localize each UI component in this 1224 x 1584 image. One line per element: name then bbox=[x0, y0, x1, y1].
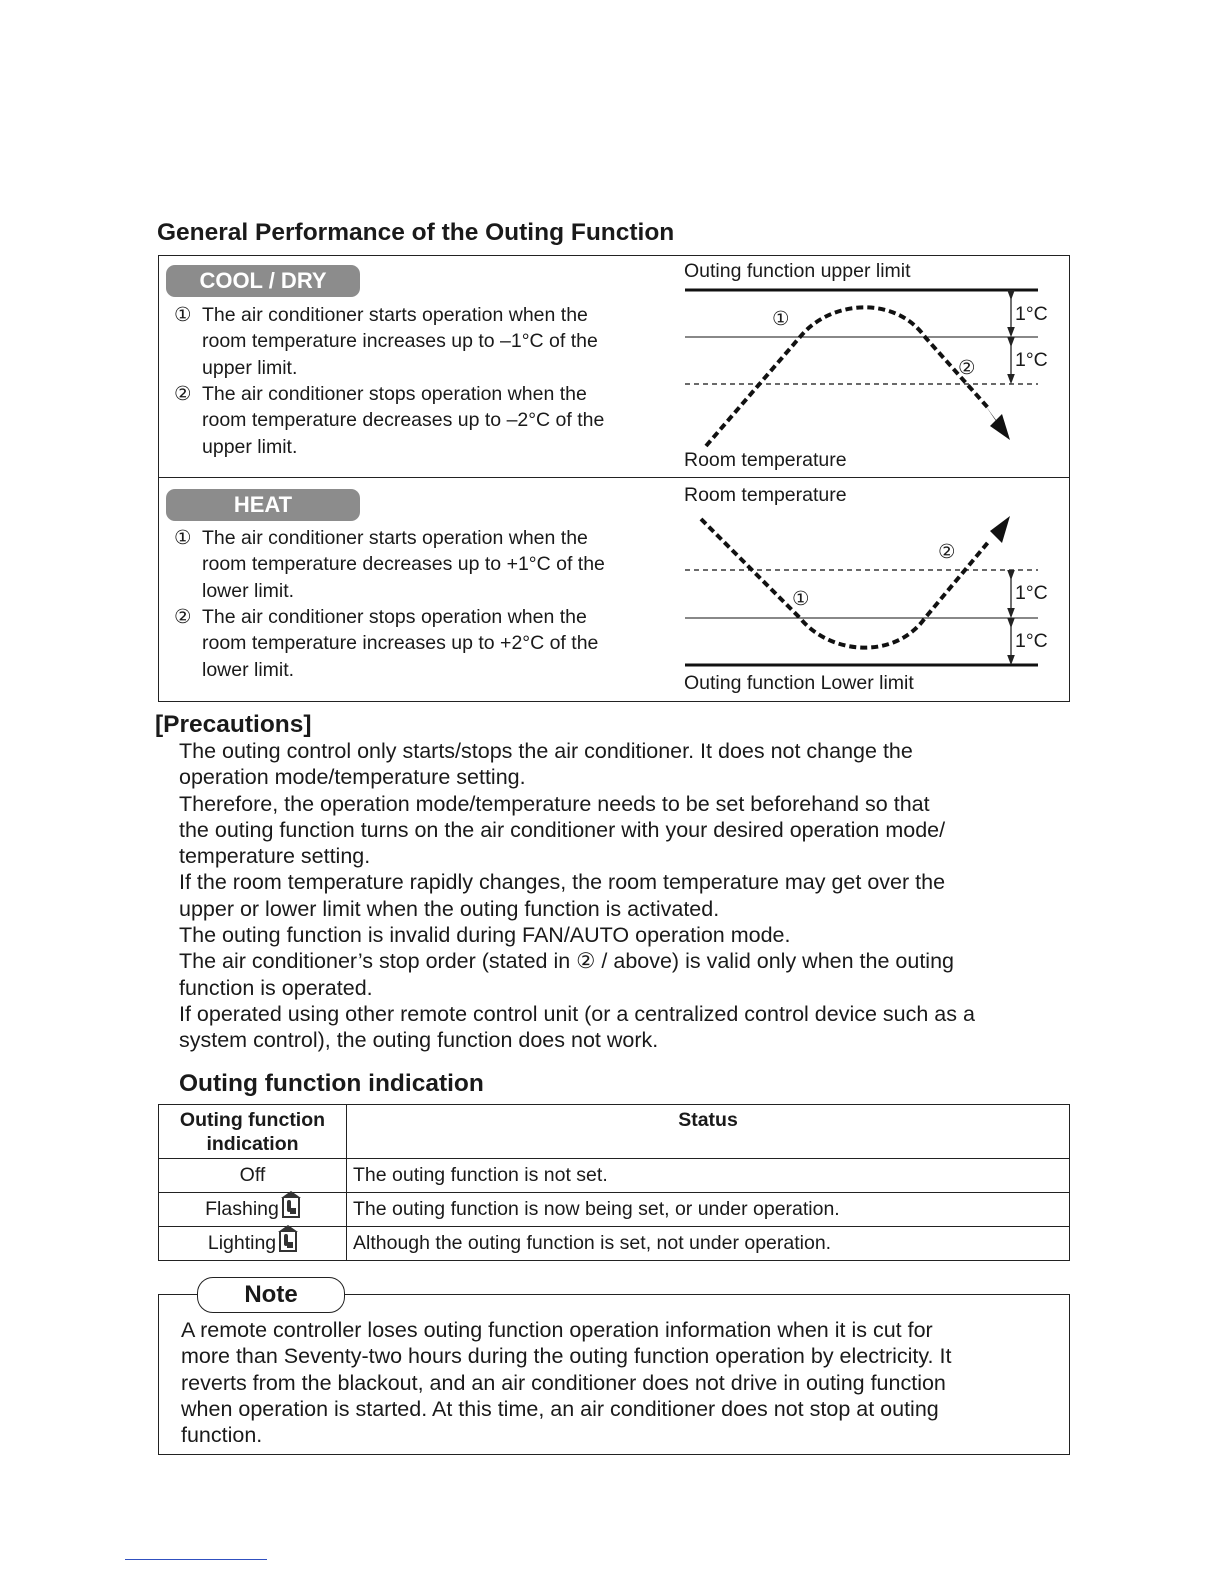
text-line: when operation is started. At this time, an air conditioner does not stop at outing bbox=[181, 1396, 939, 1421]
indication-value: Off bbox=[239, 1164, 266, 1186]
indication-cell bbox=[159, 1159, 347, 1193]
step-label: 1°C bbox=[1015, 303, 1048, 325]
text-line: function. bbox=[181, 1423, 263, 1448]
cool-diagram bbox=[685, 290, 1038, 446]
heat-diagram bbox=[685, 516, 1038, 665]
marker-1: ① bbox=[792, 588, 810, 610]
text-line: lower limit. bbox=[202, 658, 295, 681]
text-line: upper limit. bbox=[202, 356, 298, 379]
heat-badge: HEAT bbox=[166, 489, 360, 521]
status-cell: The outing function is not set. bbox=[347, 1159, 1070, 1193]
table-row bbox=[159, 1227, 1070, 1261]
cool-dry-badge: COOL / DRY bbox=[166, 265, 360, 297]
marker-2: ② bbox=[938, 541, 956, 563]
text-line: The air conditioner stops operation when the bbox=[202, 606, 587, 628]
item-number: ② bbox=[174, 383, 192, 405]
text-line: upper limit. bbox=[202, 435, 298, 458]
footer-rule bbox=[125, 1559, 267, 1560]
room-temp-label: Room temperature bbox=[684, 449, 847, 471]
precautions-heading: [Precautions] bbox=[155, 711, 312, 738]
upper-limit-label: Outing function upper limit bbox=[684, 260, 911, 282]
text-line: lower limit. bbox=[202, 579, 295, 602]
room-temp-curve bbox=[706, 307, 990, 446]
text-line: The air conditioner stops operation when the bbox=[202, 383, 587, 405]
indication-table bbox=[158, 1104, 1070, 1261]
text-line: temperature setting. bbox=[179, 844, 371, 869]
outing-house-icon bbox=[282, 1198, 300, 1218]
text-line: Therefore, the operation mode/temperature needs to be set beforehand so that bbox=[179, 791, 930, 816]
note-text bbox=[181, 1317, 951, 1448]
text-line: The outing function is invalid during FAN/AUTO operation mode. bbox=[179, 923, 791, 948]
item-number: ② bbox=[174, 606, 192, 628]
text-line: If operated using other remote control unit (or a centralized control device such as a bbox=[179, 1001, 975, 1026]
table-row bbox=[159, 1193, 1070, 1227]
curve-arrowhead bbox=[990, 516, 1010, 543]
text-line: If the room temperature rapidly changes, the room temperature may get over the bbox=[179, 870, 946, 895]
indication-heading: Outing function indication bbox=[179, 1070, 484, 1097]
text-line: room temperature decreases up to +1°C of the bbox=[202, 553, 605, 576]
header-indication: Outing function indication bbox=[159, 1105, 347, 1159]
outing-house-icon bbox=[279, 1232, 297, 1252]
room-temp-curve bbox=[701, 519, 990, 648]
indication-cell bbox=[159, 1227, 347, 1261]
item-number: ① bbox=[174, 304, 192, 326]
text-line: operation mode/temperature setting. bbox=[179, 765, 526, 790]
step-label: 1°C bbox=[1015, 630, 1048, 652]
step-label: 1°C bbox=[1015, 582, 1048, 604]
text-line: upper or lower limit when the outing function is activated. bbox=[179, 896, 720, 921]
text-line: more than Seventy-two hours during the outing function operation by electricity. It bbox=[181, 1344, 952, 1369]
text-line: The air conditioner starts operation when the bbox=[202, 304, 588, 326]
text-line: A remote controller loses outing function operation information when it is cut for bbox=[181, 1318, 933, 1342]
text-line: room temperature decreases up to –2°C of the bbox=[202, 409, 605, 432]
curve-arrowhead bbox=[990, 414, 1010, 440]
header-status: Status bbox=[347, 1105, 1070, 1159]
indication-value: Flashing bbox=[205, 1198, 279, 1220]
text-line: The air conditioner’s stop order (stated in ② / above) is valid only when the outing bbox=[179, 949, 954, 974]
table-header bbox=[159, 1105, 1070, 1159]
text-line: reverts from the blackout, and an air conditioner does not drive in outing function bbox=[181, 1370, 946, 1395]
marker-1: ① bbox=[772, 308, 790, 330]
precautions-text bbox=[179, 738, 1079, 1054]
text-line: the outing function turns on the air conditioner with your desired operation mode/ bbox=[179, 817, 946, 842]
marker-2: ② bbox=[958, 357, 976, 379]
table-row bbox=[159, 1159, 1070, 1193]
text-line: system control), the outing function does not work. bbox=[179, 1028, 659, 1053]
room-temp-label: Room temperature bbox=[684, 484, 847, 506]
item-number: ① bbox=[174, 527, 192, 549]
step-label: 1°C bbox=[1015, 349, 1048, 371]
text-line: function is operated. bbox=[179, 975, 373, 1000]
text-line: The outing control only starts/stops the air conditioner. It does not change the bbox=[179, 739, 913, 763]
page-title: General Performance of the Outing Function bbox=[157, 219, 675, 246]
indication-cell bbox=[159, 1193, 347, 1227]
status-cell: The outing function is now being set, or under operation. bbox=[347, 1193, 1070, 1227]
status-cell: Although the outing function is set, not under operation. bbox=[347, 1227, 1070, 1261]
text-line: room temperature increases up to –1°C of the bbox=[202, 330, 598, 353]
text-line: The air conditioner starts operation when the bbox=[202, 527, 588, 549]
lower-limit-label: Outing function Lower limit bbox=[684, 672, 914, 694]
note-label: Note bbox=[197, 1277, 345, 1313]
indication-value: Lighting bbox=[207, 1232, 277, 1254]
text-line: room temperature increases up to +2°C of the bbox=[202, 632, 599, 655]
